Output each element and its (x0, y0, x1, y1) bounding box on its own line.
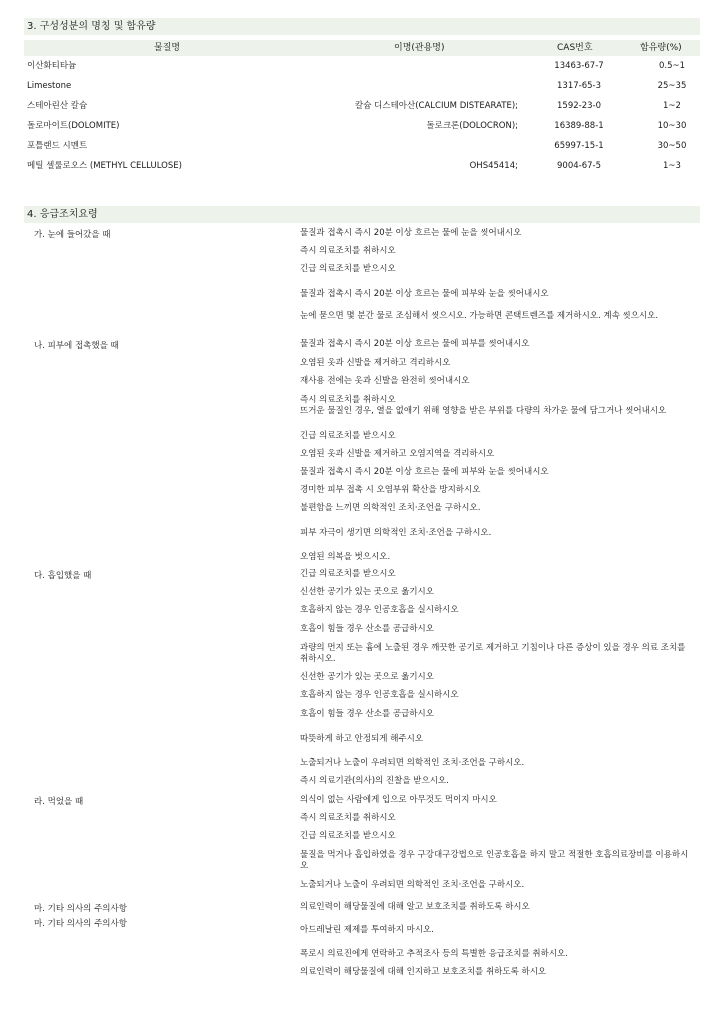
list-item: 즉시 의료조치를 취하시오 (300, 395, 396, 405)
list-item: 물질과 접촉시 즉시 20분 이상 흐르는 물에 피부를 씻어내시오 (300, 339, 530, 349)
category-other: 마. 기타 의사의 주의사항 (34, 919, 127, 929)
section-3-heading: 3. 구성성분의 명칭 및 함유량 (24, 18, 700, 35)
cell-amount: 25~35 (657, 81, 687, 91)
list-item: 의식이 없는 사람에게 입으로 아무것도 먹이지 마시오 (300, 795, 497, 805)
list-item: 오염된 옷과 신발을 제거하고 격리하시오 (300, 358, 451, 368)
list-item: 즉시 의료조치를 취하시오 (300, 246, 396, 256)
list-item: 물질과 접촉시 즉시 20분 이상 흐르는 물에 피부와 눈을 씻어내시오 (300, 467, 549, 477)
list-item: 신선한 공기가 있는 곳으로 옮기시오 (300, 672, 434, 682)
list-item: 호흡하지 않는 경우 인공호흡을 실시하시오 (300, 690, 459, 700)
table-row (24, 119, 700, 133)
list-item: 즉시 의료조치를 취하시오 (300, 813, 396, 823)
table-row (24, 139, 700, 153)
list-item: 뜨거운 물질인 경우, 열을 없애기 위해 영향을 받은 부위를 다량의 차가운 물에 담그거나 씻어내시오 (300, 406, 667, 416)
table-row (24, 159, 700, 173)
list-item: 물질과 접촉시 즉시 20분 이상 흐르는 물에 눈을 씻어내시오 (300, 228, 522, 238)
cell-amount: 1~3 (663, 161, 681, 171)
cell-alias: 칼슘 디스테아산(CALCIUM DISTEARATE); (355, 101, 518, 111)
list-item: 폭로시 의료진에게 연락하고 추적조사 등의 특별한 응급조치를 취하시오. (300, 949, 568, 959)
cell-cas: 16389-88-1 (554, 121, 604, 131)
list-item: 의료인력이 해당물질에 대해 알고 보호조치를 취하도록 하시오 (300, 902, 530, 912)
cell-amount: 1~2 (663, 101, 681, 111)
cell-name: 이산화티타늄 (27, 61, 77, 71)
header-cas: CAS번호 (557, 43, 593, 53)
cell-amount: 10~30 (657, 121, 687, 131)
header-name: 물질명 (154, 43, 181, 53)
list-item: 불편함을 느끼면 의학적인 조치·조언을 구하시오. (300, 503, 481, 513)
list-item: 호흡하지 않는 경우 인공호흡을 실시하시오 (300, 605, 459, 615)
cell-cas: 1592-23-0 (557, 101, 601, 111)
cell-name: 스테아린산 칼슘 (27, 101, 88, 111)
cell-name: 포틀랜드 시멘트 (27, 141, 88, 151)
table-row (24, 59, 700, 73)
cell-name: 메틸 셀룰로오스 (METHYL CELLULOSE) (27, 161, 182, 171)
list-item: 아드레날린 제제를 투여하지 마시오. (300, 925, 434, 935)
cell-cas: 65997-15-1 (554, 141, 604, 151)
list-item: 긴급 의료조치를 받으시오 (300, 831, 396, 841)
list-item: 오염된 의복을 벗으시오. (300, 552, 391, 562)
cell-cas: 13463-67-7 (554, 61, 604, 71)
list-item: 호흡이 힘들 경우 산소를 공급하시오 (300, 709, 434, 719)
category-eyes: 가. 눈에 들어갔을 때 (34, 230, 111, 240)
section-4-heading: 4. 응급조치요령 (24, 206, 700, 223)
list-item: 따뜻하게 하고 안정되게 해주시오 (300, 734, 424, 744)
cell-alias: OHS45414; (469, 161, 518, 171)
list-item: 즉시 의료기관(의사)의 진찰을 받으시오. (300, 776, 449, 786)
list-item: 호흡이 힘들 경우 산소를 공급하시오 (300, 624, 434, 634)
list-item: 오염된 옷과 신발을 제거하고 오염지역을 격리하시오 (300, 449, 495, 459)
list-item: 신선한 공기가 있는 곳으로 옮기시오 (300, 587, 434, 597)
list-item: 노출되거나 노출이 우려되면 의학적인 조치·조언을 구하시오. (300, 880, 525, 890)
list-item: 물질과 접촉시 즉시 20분 이상 흐르는 물에 피부와 눈을 씻어내시오 (300, 289, 549, 299)
header-amount: 함유량(%) (640, 43, 682, 53)
table-row (24, 79, 700, 93)
cell-alias: 돌로크론(DOLOCRON); (426, 121, 518, 131)
list-item: 긴급 의료조치를 받으시오 (300, 264, 396, 274)
list-item: 경미한 피부 접촉 시 오염부위 확산을 방지하시오 (300, 485, 481, 495)
list-item: 눈에 묻으면 몇 분간 물로 조심해서 씻으시오. 가능하면 콘택트렌즈를 제거하시오. 계속 씻으시오. (300, 311, 659, 321)
list-item: 재사용 전에는 옷과 신발을 완전히 씻어내시오 (300, 376, 470, 386)
cell-amount: 30~50 (657, 141, 687, 151)
composition-table-header (24, 40, 700, 56)
cell-name: Limestone (27, 81, 72, 91)
list-item: 피부 자극이 생기면 의학적인 조치·조언을 구하시오. (300, 528, 492, 538)
cell-cas: 9004-67-5 (557, 161, 601, 171)
category-skin: 나. 피부에 접촉했을 때 (34, 341, 119, 351)
table-row (24, 99, 700, 113)
list-item: 물질을 먹거나 흡입하였을 경우 구강대구강법으로 인공호흡을 하지 말고 적절한 호흡의료장비를 이용하시오 (300, 850, 689, 871)
list-item: 노출되거나 노출이 우려되면 의학적인 조치·조언을 구하시오. (300, 758, 525, 768)
list-item: 의료인력이 해당물질에 대해 인지하고 보호조치를 취하도록 하시오 (300, 967, 547, 977)
list-item: 과량의 먼지 또는 흄에 노출된 경우 깨끗한 공기로 제거하고 기침이나 다른 증상이 있을 경우 의료 조치를 취하시오. (300, 643, 686, 664)
cell-name: 돌로마이트(DOLOMITE) (27, 121, 120, 131)
list-item: 긴급 의료조치를 받으시오 (300, 431, 396, 441)
cell-amount: 0.5~1 (658, 61, 686, 71)
category-other: 마. 기타 의사의 주의사항 (34, 904, 127, 914)
header-alias: 이명(관용명) (394, 43, 445, 53)
category-inhale: 다. 흡입했을 때 (34, 571, 92, 581)
cell-cas: 1317-65-3 (557, 81, 601, 91)
category-ingest: 라. 먹었을 때 (34, 797, 84, 807)
list-item: 긴급 의료조치를 받으시오 (300, 569, 396, 579)
